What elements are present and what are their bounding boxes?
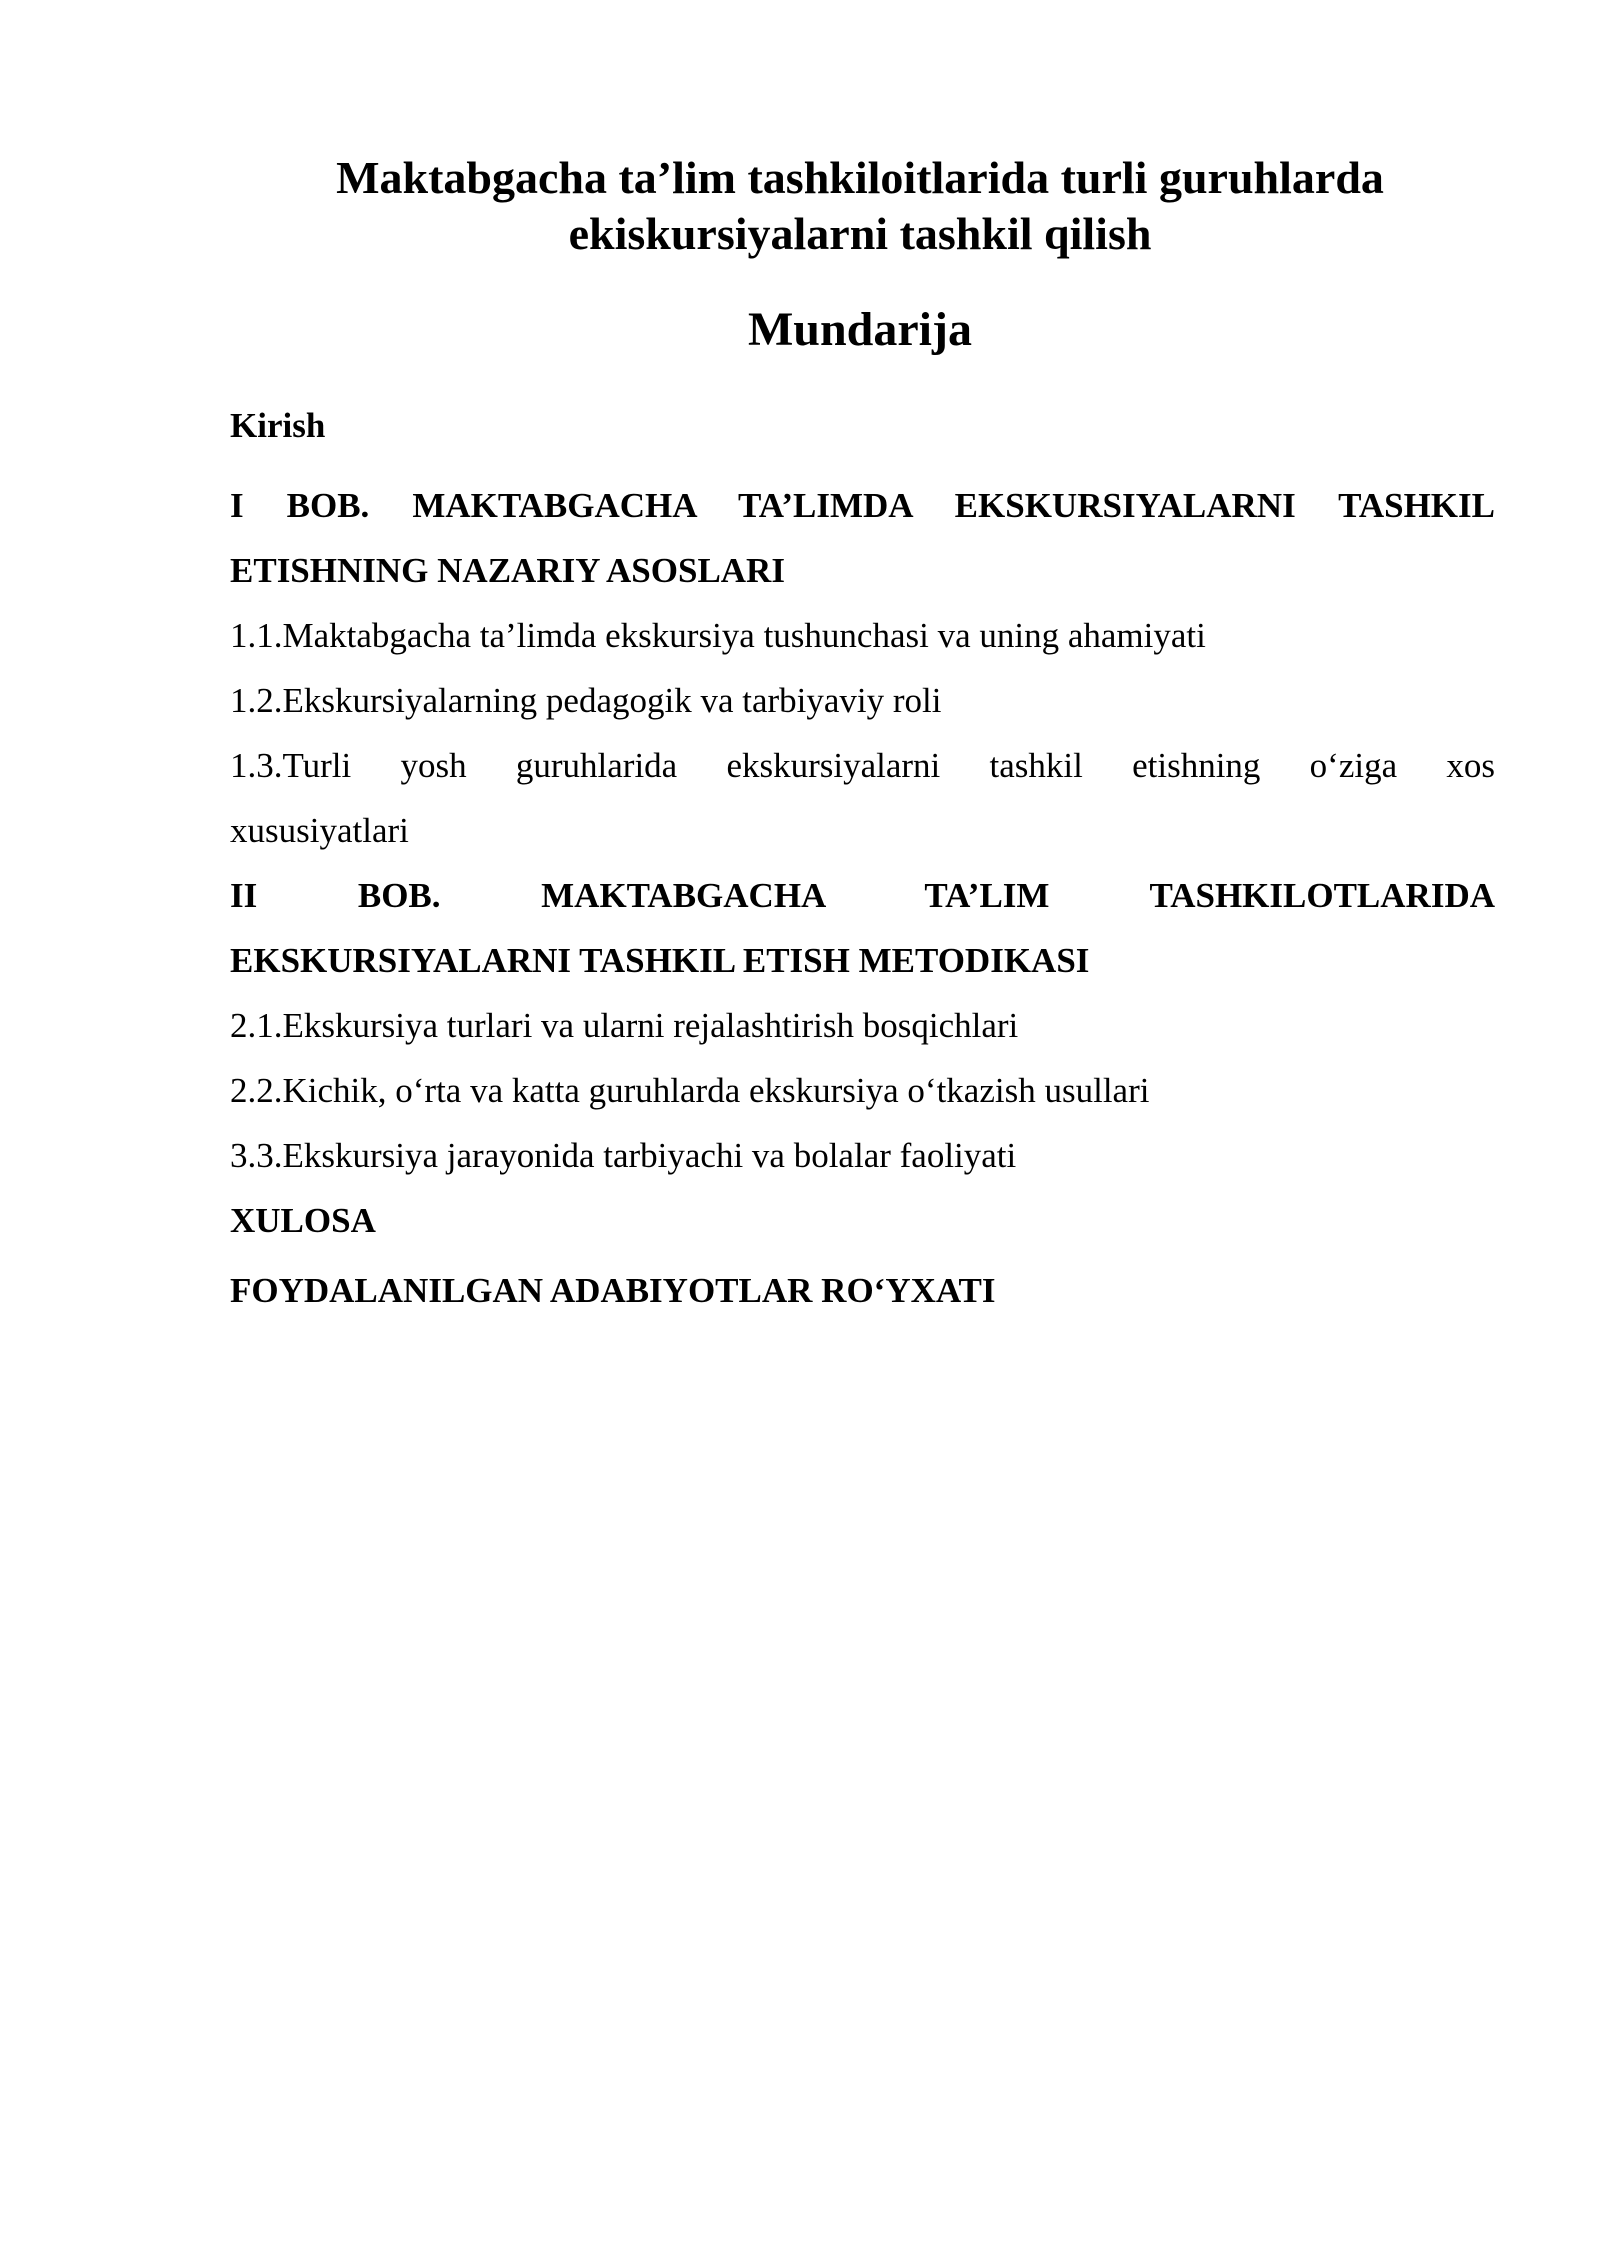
toc-chapter-2-line-2: EKSKURSIYALARNI TASHKIL ETISH METODIKASI [230, 941, 1090, 980]
toc-item-section-1-2: 1.2.Ekskursiyalarning pedagogik va tarbiyaviy roli [230, 681, 942, 720]
toc-item-intro: Kirish [230, 406, 326, 445]
toc-item-section-2-1: 2.1.Ekskursiya turlari va ularni rejalashtirish bosqichlari [230, 1006, 1019, 1045]
toc-chapter-1-line-2: ETISHNING NAZARIY ASOSLARI [230, 551, 785, 590]
toc-item-chapter-2 [230, 863, 1495, 993]
toc-item-section-1-3 [230, 733, 1495, 863]
table-of-contents [230, 393, 1495, 1323]
document-title [230, 150, 1490, 262]
toc-chapter-2-line-1: II BOB. MAKTABGACHA TA’LIM TASHKILOTLARIDA [230, 876, 1495, 915]
toc-item-section-2-2: 2.2.Kichik, o‘rta va katta guruhlarda ekskursiya o‘tkazish usullari [230, 1071, 1150, 1110]
toc-item-conclusion: XULOSA [230, 1201, 376, 1240]
document-title-line-2: ekiskursiyalarni tashkil qilish [568, 208, 1152, 259]
toc-section-1-3-line-1: 1.3.Turli yosh guruhlarida ekskursiyalarni tashkil etishning o‘ziga xos [230, 746, 1495, 785]
toc-item-section-1-1: 1.1.Maktabgacha ta’limda ekskursiya tushunchasi va uning ahamiyati [230, 616, 1206, 655]
toc-chapter-1-line-1: I BOB. MAKTABGACHA TA’LIMDA EKSKURSIYALARNI TASHKIL [230, 486, 1495, 525]
toc-item-section-3-3: 3.3.Ekskursiya jarayonida tarbiyachi va bolalar faoliyati [230, 1136, 1017, 1175]
toc-item-references: FOYDALANILGAN ADABIYOTLAR RO‘YXATI [230, 1271, 996, 1310]
toc-item-chapter-1 [230, 473, 1495, 603]
toc-section-1-3-line-2: xususiyatlari [230, 811, 409, 850]
document-title-line-1: Maktabgacha ta’lim tashkiloitlarida turli guruhlarda [336, 152, 1384, 203]
toc-heading: Mundarija [747, 303, 972, 356]
